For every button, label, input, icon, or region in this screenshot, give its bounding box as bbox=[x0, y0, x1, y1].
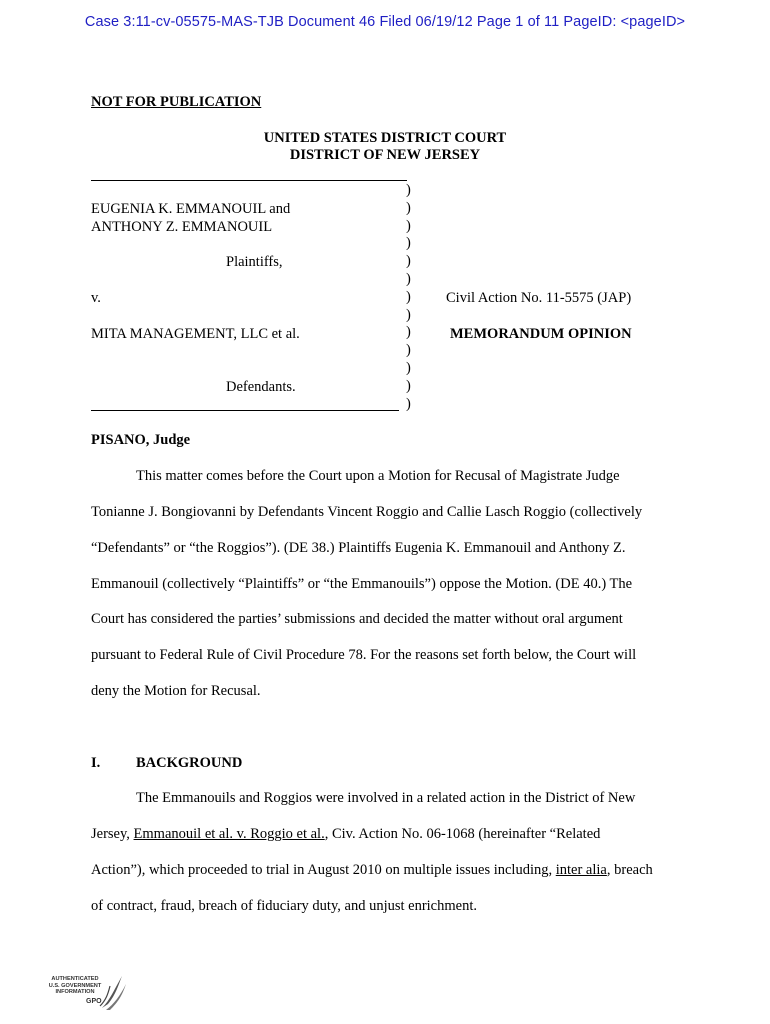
caption-paren: ) bbox=[406, 182, 411, 198]
plaintiff-name-1: EUGENIA K. EMMANOUIL and bbox=[91, 201, 291, 217]
caption-paren: ) bbox=[406, 270, 411, 287]
gpo-logo-line: AUTHENTICATED bbox=[51, 976, 99, 982]
gpo-mark: GPO bbox=[86, 998, 102, 1005]
intro-line: deny the Motion for Recusal. bbox=[91, 683, 261, 699]
gpo-authentication-logo bbox=[44, 970, 134, 1014]
gpo-logo-line: U.S. GOVERNMENT bbox=[48, 982, 102, 989]
background-text: Jersey, bbox=[91, 826, 134, 842]
caption-paren: ) bbox=[406, 342, 411, 359]
background-line: of contract, fraud, breach of fiduciary duty, and unjust enrichment. bbox=[91, 898, 477, 914]
opinion-title: MEMORANDUM OPINION bbox=[450, 326, 632, 342]
caption-paren: ) bbox=[406, 217, 411, 234]
judge-name: PISANO, Judge bbox=[91, 432, 191, 448]
gpo-logo-line: INFORMATION bbox=[55, 989, 95, 996]
ecf-header-stamp: Case 3:11-cv-05575-MAS-TJB Document 46 Filed 06/19/12 Page 1 of 11 PageID: <pageID> bbox=[84, 14, 686, 30]
court-name: UNITED STATES DISTRICT COURT bbox=[263, 130, 507, 146]
defendant-name: MITA MANAGEMENT, LLC et al. bbox=[91, 326, 300, 342]
plaintiff-name-2: ANTHONY Z. EMMANOUIL bbox=[91, 219, 273, 235]
caption-paren: ) bbox=[406, 235, 411, 252]
background-line: The Emmanouils and Roggios were involved in a related action in the District of New bbox=[136, 790, 636, 806]
caption-paren-column bbox=[406, 182, 418, 413]
caption-paren: ) bbox=[406, 288, 411, 305]
caption-bottom-rule bbox=[91, 410, 399, 411]
background-text: , Civ. Action No. 06-1068 (hereinafter “Related bbox=[324, 826, 601, 842]
caption-top-rule bbox=[91, 180, 407, 181]
defendants-label: Defendants. bbox=[226, 379, 296, 395]
section-number: I. bbox=[91, 755, 101, 771]
background-line bbox=[91, 862, 653, 879]
caption-paren: ) bbox=[406, 324, 411, 341]
intro-line: Emmanouil (collectively “Plaintiffs” or “the Emmanouils”) oppose the Motion. (DE 40.) The bbox=[91, 576, 633, 592]
caption-paren: ) bbox=[406, 253, 411, 270]
intro-line: pursuant to Federal Rule of Civil Procedure 78. For the reasons set forth below, the Court will bbox=[91, 647, 637, 663]
background-text: Action”), which proceeded to trial in August 2010 on multiple issues including, bbox=[91, 862, 556, 878]
publication-note: NOT FOR PUBLICATION bbox=[91, 94, 262, 110]
court-district: DISTRICT OF NEW JERSEY bbox=[289, 147, 481, 163]
caption-paren: ) bbox=[406, 359, 411, 376]
plaintiffs-label: Plaintiffs, bbox=[226, 254, 283, 270]
intro-line: Tonianne J. Bongiovanni by Defendants Vincent Roggio and Callie Lasch Roggio (collectively bbox=[91, 504, 643, 520]
civil-action-number: Civil Action No. 11-5575 (JAP) bbox=[446, 290, 632, 306]
intro-line: Court has considered the parties’ submissions and decided the matter without oral argument bbox=[91, 611, 623, 627]
background-text: , breach bbox=[606, 862, 653, 878]
intro-line: “Defendants” or “the Roggios”). (DE 38.) Plaintiffs Eugenia K. Emmanouil and Anthony Z. bbox=[91, 540, 626, 556]
caption-paren: ) bbox=[406, 199, 411, 216]
intro-line: This matter comes before the Court upon a Motion for Recusal of Magistrate Judge bbox=[136, 468, 620, 484]
background-line bbox=[91, 826, 600, 843]
section-title: BACKGROUND bbox=[136, 755, 243, 771]
versus-label: v. bbox=[91, 290, 101, 306]
eagle-icon bbox=[96, 970, 128, 1014]
caption-paren: ) bbox=[406, 395, 411, 412]
related-case-citation: Emmanouil et al. v. Roggio et al. bbox=[133, 826, 325, 842]
caption-paren: ) bbox=[406, 306, 411, 323]
caption-paren: ) bbox=[406, 377, 411, 394]
inter-alia-phrase: inter alia bbox=[555, 862, 607, 878]
